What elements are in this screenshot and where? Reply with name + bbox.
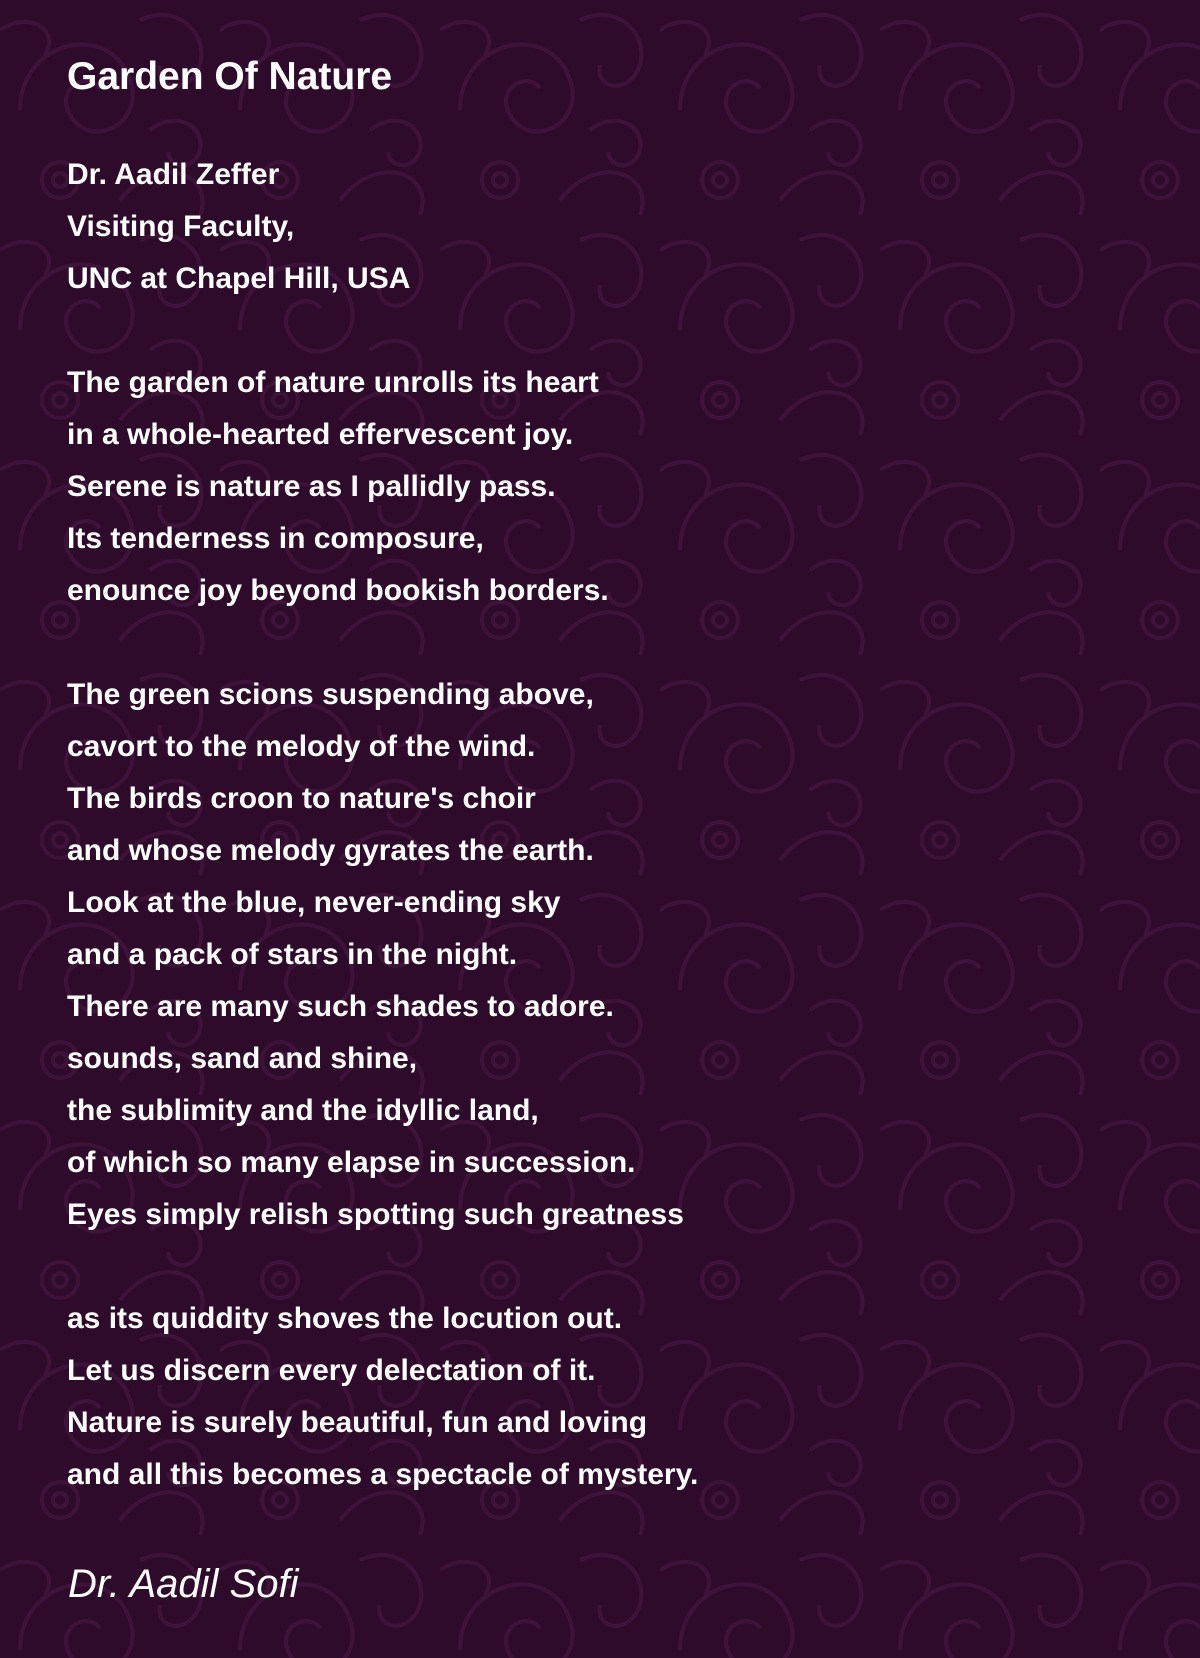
poem-line: There are many such shades to adore.	[67, 990, 614, 1023]
stanza-gap	[67, 617, 698, 669]
poem-line: Its tenderness in composure,	[67, 522, 484, 555]
poem-stanza	[67, 149, 698, 305]
poem-line: The green scions suspending above,	[67, 678, 594, 711]
poem-line: and whose melody gyrates the earth.	[67, 834, 594, 867]
poem-line: sounds, sand and shine,	[67, 1042, 418, 1075]
poem-author: Dr. Aadil Sofi	[68, 1562, 299, 1606]
poem-line: and all this becomes a spectacle of mystery.	[67, 1458, 699, 1491]
poem-stanza	[67, 357, 698, 617]
poem-line: cavort to the melody of the wind.	[67, 730, 536, 763]
poem-line: Visiting Faculty,	[67, 210, 295, 243]
poem-line: Dr. Aadil Zeffer	[67, 158, 280, 191]
poem-line: Let us discern every delectation of it.	[67, 1354, 596, 1387]
poem-line: UNC at Chapel Hill, USA	[67, 262, 411, 295]
poem-stanza	[67, 1293, 698, 1501]
poem-line: Nature is surely beautiful, fun and loving	[67, 1406, 648, 1439]
poem-body	[67, 149, 698, 1501]
poem-line: Eyes simply relish spotting such greatness	[67, 1198, 684, 1231]
poem-stanza	[67, 669, 698, 1241]
poem-line: as its quiddity shoves the locution out.	[67, 1302, 623, 1335]
poem-line: enounce joy beyond bookish borders.	[67, 574, 609, 607]
poem-line: The garden of nature unrolls its heart	[67, 366, 599, 399]
poem-line: the sublimity and the idyllic land,	[67, 1094, 539, 1127]
poem-line: Serene is nature as I pallidly pass.	[67, 470, 556, 503]
poem-line: The birds croon to nature's choir	[67, 782, 536, 815]
poem-line: of which so many elapse in succession.	[67, 1146, 636, 1179]
stanza-gap	[67, 305, 698, 357]
stanza-gap	[67, 1241, 698, 1293]
poem-line: in a whole-hearted effervescent joy.	[67, 418, 574, 451]
poem-line: and a pack of stars in the night.	[67, 938, 518, 971]
poem-title: Garden Of Nature	[67, 55, 393, 98]
poem-line: Look at the blue, never-ending sky	[67, 886, 561, 919]
